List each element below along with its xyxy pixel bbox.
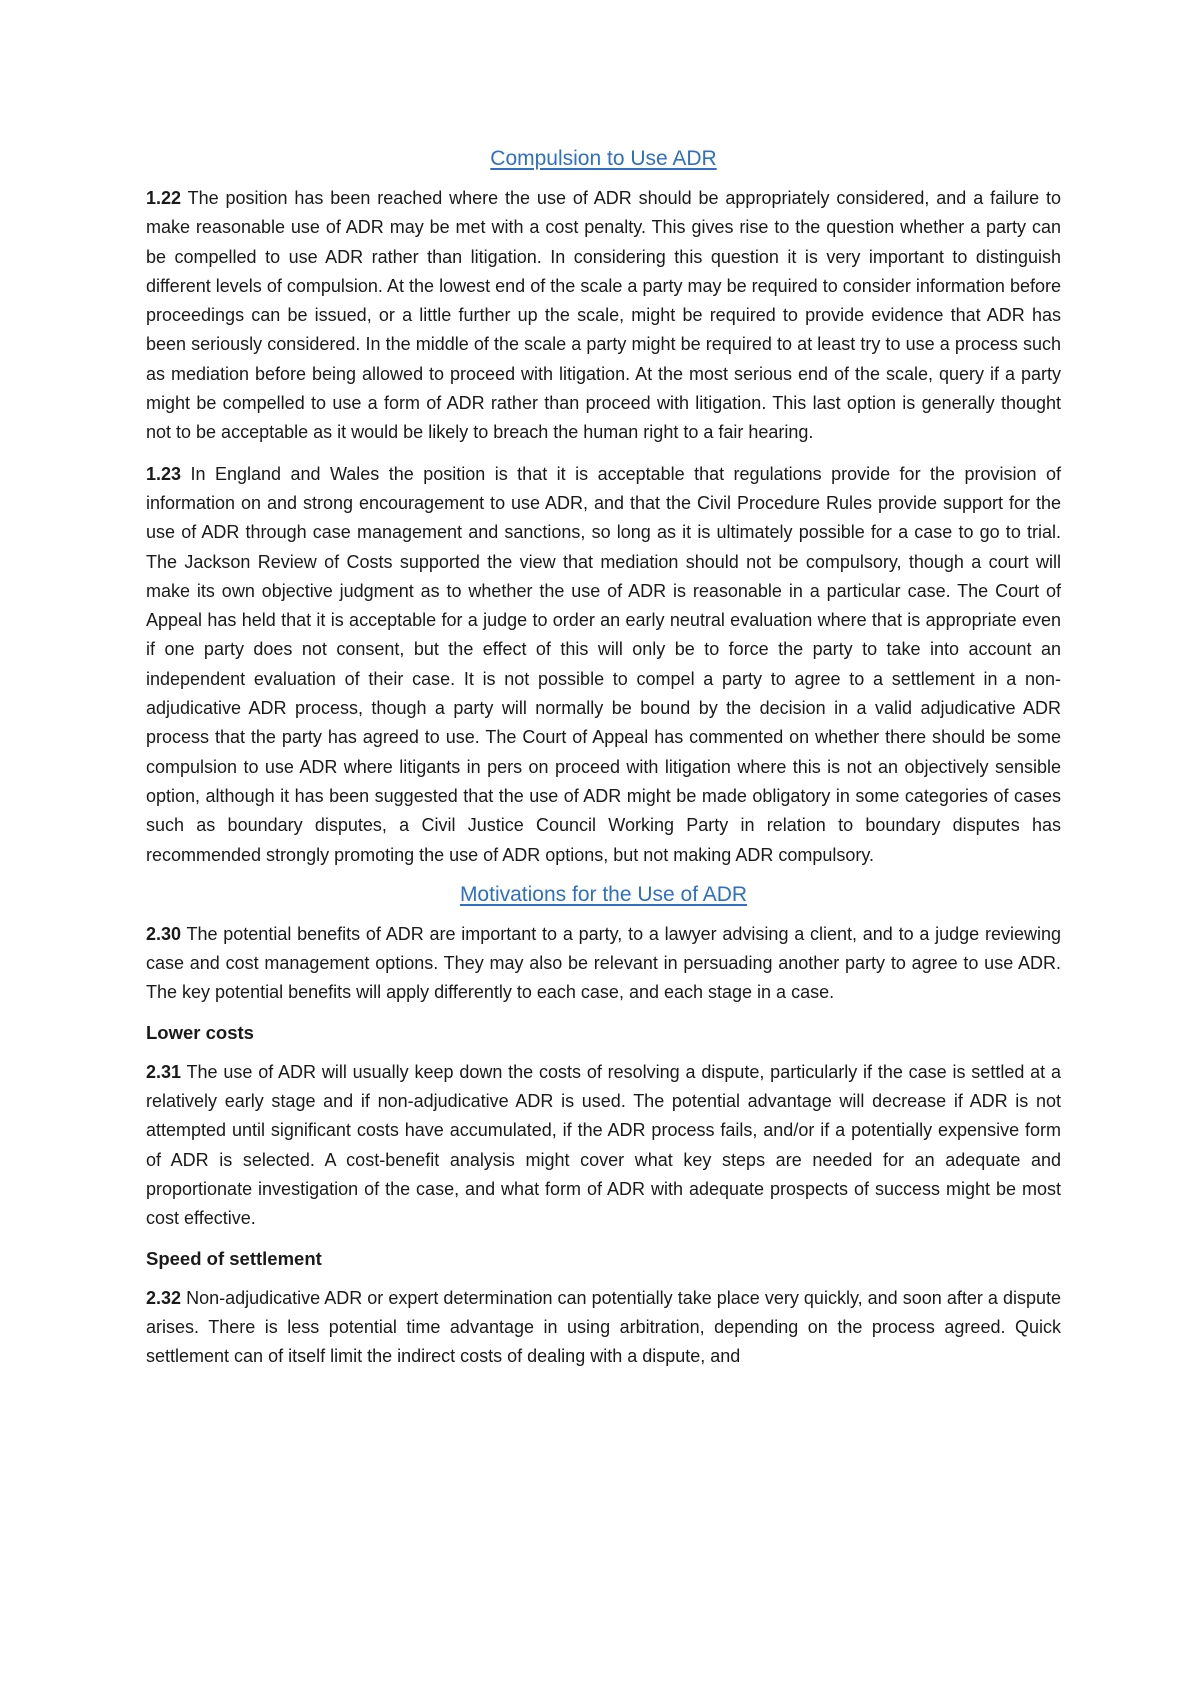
paragraph-2-31: [146, 1058, 1061, 1234]
paragraph-1-23: [146, 460, 1061, 870]
paragraph-2-32: [146, 1284, 1061, 1372]
paragraph-text: In England and Wales the position is that it is acceptable that regulations provide for the provision of information on and strong encouragement to use ADR, and that the Civil Procedure Rules provide support for the use of ADR through case management and sanctions, so long as it is ultimately possible for a case to go to trial. The Jackson Review of Costs supported the view that mediation should not be compulsory, though a court will make its own objective judgment as to whether the use of ADR is reasonable in a particular case. The Court of Appeal has held that it is acceptable for a judge to order an early neutral evaluation where that is appropriate even if one party does not consent, but the effect of this will only be to force the party to take into account an independent evaluation of their case. It is not possible to compel a party to agree to a settlement in a non-adjudicative ADR process, though a party will normally be bound by the decision in a valid adjudicative ADR process that the party has agreed to use. The Court of Appeal has commented on whether there should be some compulsion to use ADR where litigants in pers on proceed with litigation where this is not an objectively sensible option, although it has been suggested that the use of ADR might be made obligatory in some categories of cases such as boundary disputes, a Civil Justice Council Working Party in relation to boundary disputes has recommended strongly promoting the use of ADR options, but not making ADR compulsory.: [146, 463, 1061, 865]
paragraph-number: 1.23: [146, 463, 182, 484]
paragraph-text: Non-adjudicative ADR or expert determination can potentially take place very quickly, and soon after a dispute arises. There is less potential time advantage in using arbitration, depending on the process agreed. Quick settlement can of itself limit the indirect costs of dealing with a dispute, and: [146, 1287, 1061, 1367]
paragraph-text: The use of ADR will usually keep down the costs of resolving a dispute, particularly if the case is settled at a relatively early stage and if non-adjudicative ADR is used. The potential advantage will decrease if ADR is not attempted until significant costs have accumulated, if the ADR process fails, and/or if a potentially expensive form of ADR is selected. A cost-benefit analysis might cover what key steps are needed for an adequate and proportionate investigation of the case, and what form of ADR with adequate prospects of success might be most cost effective.: [146, 1061, 1061, 1229]
document-page: [146, 138, 1061, 1371]
subheading-speed-of-settlement: Speed of settlement: [146, 1247, 322, 1269]
paragraph-text: The potential benefits of ADR are important to a party, to a lawyer advising a client, and to a judge reviewing case and cost management options. They may also be relevant in persuading another party to agree to use ADR. The key potential benefits will apply differently to each case, and each stage in a case.: [146, 923, 1061, 1003]
paragraph-number: 2.31: [146, 1061, 182, 1082]
section-title-compulsion: Compulsion to Use ADR: [490, 147, 717, 170]
paragraph-text: The position has been reached where the use of ADR should be appropriately considered, and a failure to make reasonable use of ADR may be met with a cost penalty. This gives rise to the question whether a party can be compelled to use ADR rather than litigation. In considering this question it is very important to distinguish different levels of compulsion. At the lowest end of the scale a party may be required to consider information before proceedings can be issued, or a little further up the scale, might be required to provide evidence that ADR has been seriously considered. In the middle of the scale a party might be required to at least try to use a process such as mediation before being allowed to proceed with litigation. At the most serious end of the scale, query if a party might be compelled to use a form of ADR rather than proceed with litigation. This last option is generally thought not to be acceptable as it would be likely to breach the human right to a fair hearing.: [146, 188, 1061, 443]
section-title-motivations: Motivations for the Use of ADR: [459, 882, 748, 906]
paragraph-1-22: [146, 184, 1061, 448]
paragraph-number: 2.32: [146, 1287, 182, 1308]
paragraph-number: 2.30: [146, 923, 182, 944]
subheading-lower-costs: Lower costs: [146, 1021, 254, 1043]
paragraph-2-30: [146, 920, 1061, 1008]
paragraph-number: 1.22: [146, 188, 182, 208]
